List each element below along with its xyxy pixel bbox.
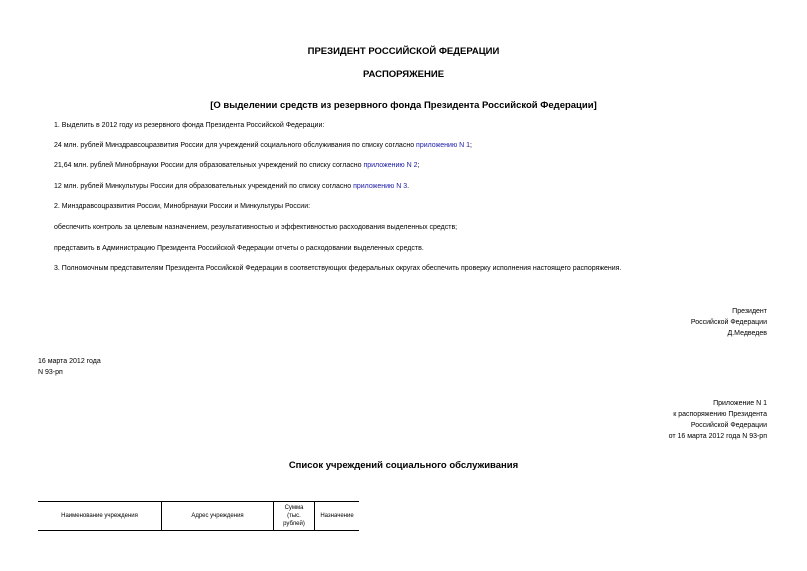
column-header-address: Адрес учреждения: [162, 502, 274, 531]
column-header-sum: [274, 502, 315, 531]
appendix-title: Список учреждений социального обслуживания: [288, 460, 519, 471]
appendix-line-3: Российской Федерации: [690, 422, 767, 429]
paragraph-8: 3. Полномочным представителям Президента Российской Федерации в соответствующих федеральных округах обеспечить проверку исполнения настоящего распоряжения.: [54, 265, 622, 272]
paragraph-2-end: ;: [470, 142, 472, 149]
column-header-sum-line-2: рублей): [283, 521, 305, 527]
appendix-1-link[interactable]: приложению N 1: [416, 142, 471, 149]
issuer-title: ПРЕЗИДЕНТ РОССИЙСКОЙ ФЕДЕРАЦИИ: [307, 46, 500, 57]
paragraph-6: обеспечить контроль за целевым назначением, результативностью и эффективностью расходования выделенных средств;: [54, 224, 458, 231]
paragraph-1: 1. Выделить в 2012 году из резервного фонда Президента Российской Федерации:: [54, 122, 325, 129]
paragraph-3: [54, 162, 419, 169]
paragraph-5: 2. Минздравсоцразвития России, Минобрнауки России и Минкультуры России:: [54, 203, 311, 210]
document-subject: [О выделении средств из резервного фонда Президента Российской Федерации]: [210, 100, 597, 111]
appendix-line-1: Приложение N 1: [713, 400, 767, 407]
column-header-name: Наименование учреждения: [38, 502, 162, 531]
document-date: 16 марта 2012 года: [38, 358, 101, 365]
appendix-line-2: к распоряжению Президента: [673, 411, 767, 418]
signature-name: Д.Медведев: [727, 330, 767, 337]
column-header-purpose: Назначение: [315, 502, 360, 531]
paragraph-4-end: .: [407, 183, 410, 190]
signature-line-1: Президент: [732, 308, 767, 315]
document-number: N 93-рп: [38, 368, 63, 376]
appendix-header: [669, 398, 767, 442]
document-type: РАСПОРЯЖЕНИЕ: [362, 69, 445, 80]
institutions-table: [38, 501, 359, 531]
paragraph-3-end: ;: [417, 162, 420, 169]
signature-block: [691, 306, 767, 339]
table-header-row: [38, 502, 359, 531]
column-header-sum-line-1: Сумма (тыс.: [284, 505, 304, 519]
paragraph-7: представить в Администрацию Президента Российской Федерации отчеты о расходовании выделенных средств.: [54, 245, 424, 252]
paragraph-4: [54, 183, 409, 190]
appendix-2-link[interactable]: приложению N 2: [363, 162, 418, 169]
signature-line-2: Российской Федерации: [690, 319, 767, 326]
paragraph-3-text: 21,64 млн. рублей Минобрнауки России для образовательных учреждений по списку согласно: [54, 162, 364, 169]
appendix-line-4: от 16 марта 2012 года N 93-рп: [668, 433, 767, 440]
paragraph-4-text: 12 млн. рублей Минкультуры России для образовательных учреждений по списку согласно: [54, 183, 354, 190]
paragraph-2-text: 24 млн. рублей Минздравсоцразвития России для учреждений социального обслуживания по списку согласно: [54, 142, 417, 149]
appendix-3-link[interactable]: приложению N 3: [353, 183, 408, 190]
date-block: [38, 357, 101, 378]
paragraph-2: [54, 142, 472, 149]
